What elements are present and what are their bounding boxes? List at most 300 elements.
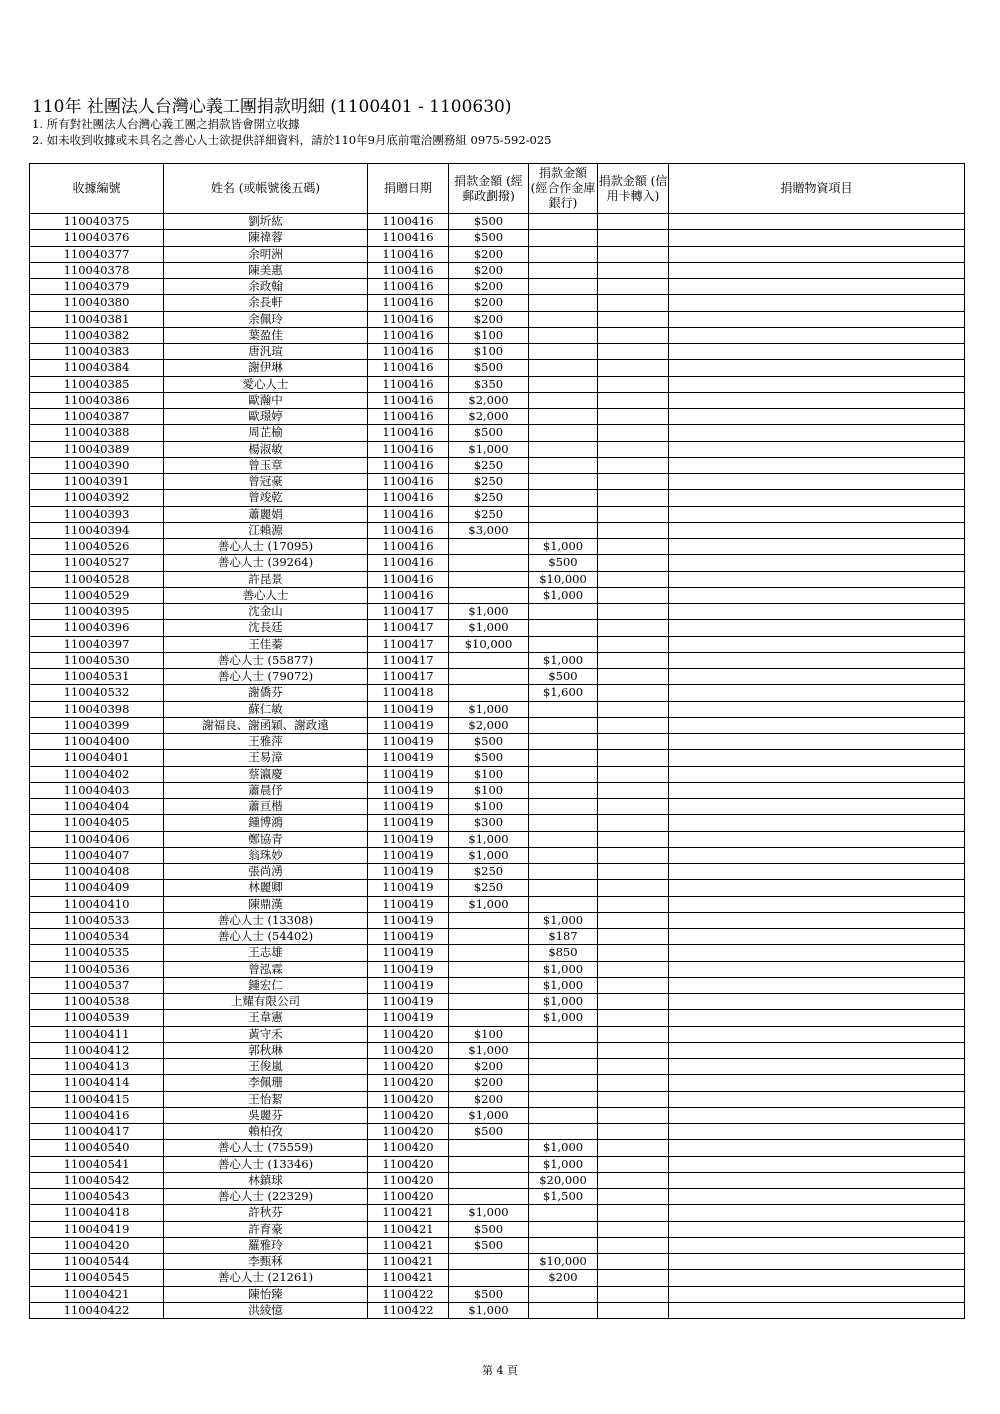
table-row <box>30 311 965 327</box>
amount-credit-cell <box>598 929 669 945</box>
receipt-no-cell: 110040415 <box>30 1091 164 1107</box>
date-cell: 1100419 <box>368 929 449 945</box>
amount-bank-cell <box>529 1075 598 1091</box>
amount-postal-cell <box>449 994 529 1010</box>
date-cell: 1100416 <box>368 262 449 278</box>
items-cell <box>669 929 965 945</box>
amount-credit-cell <box>598 1059 669 1075</box>
receipt-no-cell: 110040401 <box>30 750 164 766</box>
date-cell: 1100419 <box>368 1010 449 1026</box>
amount-bank-cell <box>529 1124 598 1140</box>
receipt-no-cell: 110040394 <box>30 522 164 538</box>
amount-bank-cell <box>529 896 598 912</box>
amount-bank-cell <box>529 636 598 652</box>
items-cell <box>669 1107 965 1123</box>
amount-credit-cell <box>598 880 669 896</box>
table-row <box>30 880 965 896</box>
receipt-no-cell: 110040527 <box>30 555 164 571</box>
items-cell <box>669 994 965 1010</box>
amount-postal-cell: $350 <box>449 376 529 392</box>
table-row <box>30 620 965 636</box>
table-row <box>30 262 965 278</box>
date-cell: 1100416 <box>368 555 449 571</box>
amount-credit-cell <box>598 327 669 343</box>
items-cell <box>669 571 965 587</box>
items-cell <box>669 376 965 392</box>
table-row <box>30 1205 965 1221</box>
receipt-no-cell: 110040411 <box>30 1026 164 1042</box>
amount-credit-cell <box>598 912 669 928</box>
date-cell: 1100420 <box>368 1156 449 1172</box>
name-cell: 王佳蓁 <box>164 636 368 652</box>
amount-credit-cell <box>598 295 669 311</box>
name-cell: 余佩玲 <box>164 311 368 327</box>
items-cell <box>669 750 965 766</box>
receipt-no-cell: 110040387 <box>30 409 164 425</box>
receipt-no-cell: 110040419 <box>30 1221 164 1237</box>
receipt-no-cell: 110040540 <box>30 1140 164 1156</box>
items-cell <box>669 409 965 425</box>
items-cell <box>669 214 965 230</box>
amount-bank-cell <box>529 1221 598 1237</box>
receipt-no-cell: 110040402 <box>30 766 164 782</box>
name-cell: 曾冠豪 <box>164 474 368 490</box>
receipt-no-cell: 110040544 <box>30 1254 164 1270</box>
amount-credit-cell <box>598 1172 669 1188</box>
items-cell <box>669 360 965 376</box>
name-cell: 鍾宏仁 <box>164 977 368 993</box>
amount-bank-cell <box>529 441 598 457</box>
amount-postal-cell <box>449 587 529 603</box>
amount-postal-cell <box>449 912 529 928</box>
table-row <box>30 360 965 376</box>
page-title: 110年 社團法人台灣心義工團捐款明細 (1100401 - 1100630) <box>32 97 512 117</box>
items-cell <box>669 1124 965 1140</box>
amount-credit-cell <box>598 1042 669 1058</box>
amount-postal-cell: $1,000 <box>449 441 529 457</box>
date-cell: 1100416 <box>368 279 449 295</box>
receipt-no-cell: 110040533 <box>30 912 164 928</box>
page-number: 第 4 頁 <box>482 1364 518 1377</box>
amount-credit-cell <box>598 360 669 376</box>
name-cell: 善心人士 (75559) <box>164 1140 368 1156</box>
receipt-no-cell: 110040399 <box>30 717 164 733</box>
items-cell <box>669 1189 965 1205</box>
name-cell: 許昆景 <box>164 571 368 587</box>
items-cell <box>669 1254 965 1270</box>
date-cell: 1100416 <box>368 474 449 490</box>
items-cell <box>669 506 965 522</box>
name-cell: 翁珠妙 <box>164 847 368 863</box>
name-cell: 周芷榆 <box>164 425 368 441</box>
name-cell: 善心人士 (39264) <box>164 555 368 571</box>
name-cell: 吳麗芬 <box>164 1107 368 1123</box>
date-cell: 1100420 <box>368 1042 449 1058</box>
table-row <box>30 1091 965 1107</box>
name-cell: 陳鼎漢 <box>164 896 368 912</box>
receipt-no-cell: 110040384 <box>30 360 164 376</box>
name-cell: 鍾博鴻 <box>164 815 368 831</box>
receipt-no-cell: 110040537 <box>30 977 164 993</box>
items-cell <box>669 474 965 490</box>
amount-bank-cell <box>529 522 598 538</box>
name-cell: 善心人士 (17095) <box>164 539 368 555</box>
amount-credit-cell <box>598 539 669 555</box>
amount-postal-cell: $500 <box>449 734 529 750</box>
date-cell: 1100416 <box>368 457 449 473</box>
date-cell: 1100420 <box>368 1189 449 1205</box>
date-cell: 1100416 <box>368 327 449 343</box>
name-cell: 陳怡臻 <box>164 1286 368 1302</box>
date-cell: 1100416 <box>368 425 449 441</box>
amount-postal-cell: $2,000 <box>449 392 529 408</box>
amount-bank-cell <box>529 1302 598 1318</box>
items-cell <box>669 311 965 327</box>
table-row <box>30 1026 965 1042</box>
amount-credit-cell <box>598 604 669 620</box>
amount-credit-cell <box>598 409 669 425</box>
name-cell: 王易漳 <box>164 750 368 766</box>
items-cell <box>669 912 965 928</box>
date-cell: 1100416 <box>368 376 449 392</box>
date-cell: 1100416 <box>368 246 449 262</box>
name-cell: 楊淑敏 <box>164 441 368 457</box>
date-cell: 1100416 <box>368 490 449 506</box>
table-row <box>30 474 965 490</box>
date-cell: 1100416 <box>368 587 449 603</box>
amount-credit-cell <box>598 636 669 652</box>
name-cell: 陳禕蓉 <box>164 230 368 246</box>
receipt-no-cell: 110040543 <box>30 1189 164 1205</box>
amount-bank-cell <box>529 734 598 750</box>
items-cell <box>669 734 965 750</box>
amount-postal-cell: $1,000 <box>449 847 529 863</box>
date-cell: 1100416 <box>368 441 449 457</box>
receipt-no-cell: 110040541 <box>30 1156 164 1172</box>
receipt-no-cell: 110040531 <box>30 669 164 685</box>
receipt-no-cell: 110040526 <box>30 539 164 555</box>
table-row <box>30 945 965 961</box>
date-cell: 1100417 <box>368 636 449 652</box>
name-cell: 蕭麗娟 <box>164 506 368 522</box>
table-row <box>30 701 965 717</box>
date-cell: 1100416 <box>368 539 449 555</box>
date-cell: 1100416 <box>368 506 449 522</box>
amount-postal-cell: $2,000 <box>449 717 529 733</box>
amount-postal-cell <box>449 945 529 961</box>
receipt-no-cell: 110040530 <box>30 652 164 668</box>
amount-credit-cell <box>598 587 669 603</box>
amount-postal-cell: $500 <box>449 425 529 441</box>
receipt-no-cell: 110040420 <box>30 1237 164 1253</box>
date-cell: 1100420 <box>368 1091 449 1107</box>
table-row <box>30 604 965 620</box>
table-row <box>30 1107 965 1123</box>
amount-postal-cell: $200 <box>449 295 529 311</box>
table-row <box>30 1124 965 1140</box>
name-cell: 蔡瀛慶 <box>164 766 368 782</box>
table-row <box>30 685 965 701</box>
date-cell: 1100419 <box>368 945 449 961</box>
receipt-no-cell: 110040535 <box>30 945 164 961</box>
name-cell: 王韋憲 <box>164 1010 368 1026</box>
items-cell <box>669 799 965 815</box>
amount-credit-cell <box>598 1254 669 1270</box>
receipt-no-cell: 110040416 <box>30 1107 164 1123</box>
name-cell: 許育豪 <box>164 1221 368 1237</box>
name-cell: 謝伊琳 <box>164 360 368 376</box>
receipt-no-cell: 110040412 <box>30 1042 164 1058</box>
table-row <box>30 441 965 457</box>
amount-postal-cell: $500 <box>449 1221 529 1237</box>
receipt-no-cell: 110040405 <box>30 815 164 831</box>
date-cell: 1100419 <box>368 994 449 1010</box>
name-cell: 沈長廷 <box>164 620 368 636</box>
amount-credit-cell <box>598 1140 669 1156</box>
table-row <box>30 961 965 977</box>
name-cell: 王志雄 <box>164 945 368 961</box>
amount-bank-cell <box>529 1107 598 1123</box>
amount-bank-cell <box>529 1237 598 1253</box>
amount-bank-cell <box>529 864 598 880</box>
table-row <box>30 1075 965 1091</box>
receipt-no-cell: 110040538 <box>30 994 164 1010</box>
amount-bank-cell <box>529 831 598 847</box>
date-cell: 1100420 <box>368 1172 449 1188</box>
name-cell: 善心人士 (54402) <box>164 929 368 945</box>
amount-credit-cell <box>598 669 669 685</box>
items-cell <box>669 1059 965 1075</box>
amount-postal-cell: $250 <box>449 490 529 506</box>
items-cell <box>669 864 965 880</box>
amount-postal-cell <box>449 929 529 945</box>
donation-table <box>29 163 965 1319</box>
items-cell <box>669 279 965 295</box>
amount-credit-cell <box>598 734 669 750</box>
date-cell: 1100419 <box>368 799 449 815</box>
amount-postal-cell: $100 <box>449 1026 529 1042</box>
amount-credit-cell <box>598 1010 669 1026</box>
amount-credit-cell <box>598 344 669 360</box>
table-row <box>30 506 965 522</box>
table-row <box>30 571 965 587</box>
items-cell <box>669 1140 965 1156</box>
amount-bank-cell <box>529 717 598 733</box>
amount-credit-cell <box>598 376 669 392</box>
receipt-no-cell: 110040413 <box>30 1059 164 1075</box>
name-cell: 沈金山 <box>164 604 368 620</box>
amount-credit-cell <box>598 1124 669 1140</box>
date-cell: 1100417 <box>368 604 449 620</box>
amount-credit-cell <box>598 311 669 327</box>
receipt-no-cell: 110040377 <box>30 246 164 262</box>
amount-bank-cell: $1,000 <box>529 587 598 603</box>
name-cell: 善心人士 (79072) <box>164 669 368 685</box>
date-cell: 1100422 <box>368 1286 449 1302</box>
amount-credit-cell <box>598 864 669 880</box>
items-cell <box>669 1172 965 1188</box>
name-cell: 善心人士 (21261) <box>164 1270 368 1286</box>
date-cell: 1100419 <box>368 864 449 880</box>
amount-postal-cell: $200 <box>449 279 529 295</box>
amount-credit-cell <box>598 782 669 798</box>
table-row <box>30 799 965 815</box>
amount-bank-cell <box>529 1205 598 1221</box>
receipt-no-cell: 110040376 <box>30 230 164 246</box>
name-cell: 林鎮球 <box>164 1172 368 1188</box>
items-cell <box>669 961 965 977</box>
amount-bank-cell <box>529 376 598 392</box>
amount-postal-cell: $250 <box>449 474 529 490</box>
items-cell <box>669 457 965 473</box>
items-cell <box>669 717 965 733</box>
name-cell: 賴柏孜 <box>164 1124 368 1140</box>
table-row <box>30 1270 965 1286</box>
name-cell: 王怡絜 <box>164 1091 368 1107</box>
amount-postal-cell <box>449 669 529 685</box>
receipt-no-cell: 110040398 <box>30 701 164 717</box>
amount-postal-cell: $100 <box>449 344 529 360</box>
amount-postal-cell: $100 <box>449 766 529 782</box>
table-row <box>30 295 965 311</box>
name-cell: 善心人士 (13308) <box>164 912 368 928</box>
name-cell: 郭秋琳 <box>164 1042 368 1058</box>
table-row <box>30 669 965 685</box>
table-row <box>30 1140 965 1156</box>
amount-postal-cell: $200 <box>449 1059 529 1075</box>
amount-postal-cell <box>449 652 529 668</box>
items-cell <box>669 1302 965 1318</box>
date-cell: 1100417 <box>368 652 449 668</box>
items-cell <box>669 490 965 506</box>
date-cell: 1100421 <box>368 1237 449 1253</box>
table-row <box>30 409 965 425</box>
table-row <box>30 214 965 230</box>
receipt-no-cell: 110040382 <box>30 327 164 343</box>
amount-bank-cell <box>529 701 598 717</box>
amount-credit-cell <box>598 1026 669 1042</box>
name-cell: 張尚湧 <box>164 864 368 880</box>
date-cell: 1100422 <box>368 1302 449 1318</box>
date-cell: 1100420 <box>368 1140 449 1156</box>
table-row <box>30 392 965 408</box>
amount-bank-cell: $10,000 <box>529 571 598 587</box>
table-row <box>30 994 965 1010</box>
date-cell: 1100419 <box>368 717 449 733</box>
name-cell: 王雅萍 <box>164 734 368 750</box>
receipt-no-cell: 110040385 <box>30 376 164 392</box>
amount-credit-cell <box>598 1107 669 1123</box>
name-cell: 蕭晨伃 <box>164 782 368 798</box>
items-cell <box>669 522 965 538</box>
items-cell <box>669 587 965 603</box>
items-cell <box>669 230 965 246</box>
amount-bank-cell: $1,500 <box>529 1189 598 1205</box>
amount-bank-cell: $1,600 <box>529 685 598 701</box>
amount-postal-cell: $250 <box>449 457 529 473</box>
amount-postal-cell: $1,000 <box>449 1205 529 1221</box>
header-amount-bank: 捐款金額 (經合作金庫銀行) <box>529 164 598 214</box>
receipt-no-cell: 110040407 <box>30 847 164 863</box>
amount-bank-cell <box>529 409 598 425</box>
amount-postal-cell: $1,000 <box>449 831 529 847</box>
receipt-no-cell: 110040389 <box>30 441 164 457</box>
receipt-no-cell: 110040534 <box>30 929 164 945</box>
amount-credit-cell <box>598 977 669 993</box>
note-receipt: 1. 所有對社團法人台灣心義工團之捐款皆會開立收據 <box>32 117 300 131</box>
receipt-no-cell: 110040380 <box>30 295 164 311</box>
amount-bank-cell <box>529 799 598 815</box>
name-cell: 陳美惠 <box>164 262 368 278</box>
amount-bank-cell <box>529 327 598 343</box>
items-cell <box>669 1237 965 1253</box>
amount-postal-cell: $2,000 <box>449 409 529 425</box>
items-cell <box>669 880 965 896</box>
amount-postal-cell: $200 <box>449 1075 529 1091</box>
items-cell <box>669 1270 965 1286</box>
amount-postal-cell: $250 <box>449 864 529 880</box>
receipt-no-cell: 110040408 <box>30 864 164 880</box>
amount-postal-cell: $100 <box>449 327 529 343</box>
date-cell: 1100419 <box>368 782 449 798</box>
amount-bank-cell: $1,000 <box>529 652 598 668</box>
items-cell <box>669 441 965 457</box>
date-cell: 1100421 <box>368 1221 449 1237</box>
receipt-no-cell: 110040406 <box>30 831 164 847</box>
date-cell: 1100419 <box>368 896 449 912</box>
table-row <box>30 490 965 506</box>
items-cell <box>669 685 965 701</box>
amount-postal-cell: $200 <box>449 262 529 278</box>
amount-credit-cell <box>598 896 669 912</box>
items-cell <box>669 425 965 441</box>
amount-credit-cell <box>598 1156 669 1172</box>
amount-bank-cell: $1,000 <box>529 1010 598 1026</box>
receipt-no-cell: 110040421 <box>30 1286 164 1302</box>
table-row <box>30 1042 965 1058</box>
amount-bank-cell <box>529 1026 598 1042</box>
table-row <box>30 766 965 782</box>
amount-postal-cell: $1,000 <box>449 1302 529 1318</box>
items-cell <box>669 815 965 831</box>
items-cell <box>669 1286 965 1302</box>
date-cell: 1100416 <box>368 522 449 538</box>
amount-bank-cell <box>529 214 598 230</box>
receipt-no-cell: 110040404 <box>30 799 164 815</box>
receipt-no-cell: 110040400 <box>30 734 164 750</box>
amount-postal-cell: $500 <box>449 1286 529 1302</box>
receipt-no-cell: 110040409 <box>30 880 164 896</box>
name-cell: 劉圻紘 <box>164 214 368 230</box>
table-row <box>30 522 965 538</box>
amount-postal-cell: $500 <box>449 1124 529 1140</box>
name-cell: 余長軒 <box>164 295 368 311</box>
amount-bank-cell: $1,000 <box>529 977 598 993</box>
amount-postal-cell: $1,000 <box>449 1042 529 1058</box>
amount-bank-cell <box>529 392 598 408</box>
amount-postal-cell: $200 <box>449 311 529 327</box>
amount-bank-cell: $10,000 <box>529 1254 598 1270</box>
receipt-no-cell: 110040422 <box>30 1302 164 1318</box>
table-row <box>30 457 965 473</box>
table-body <box>30 214 965 1319</box>
receipt-no-cell: 110040417 <box>30 1124 164 1140</box>
items-cell <box>669 669 965 685</box>
table-row <box>30 652 965 668</box>
receipt-no-cell: 110040418 <box>30 1205 164 1221</box>
amount-credit-cell <box>598 392 669 408</box>
table-row <box>30 1059 965 1075</box>
